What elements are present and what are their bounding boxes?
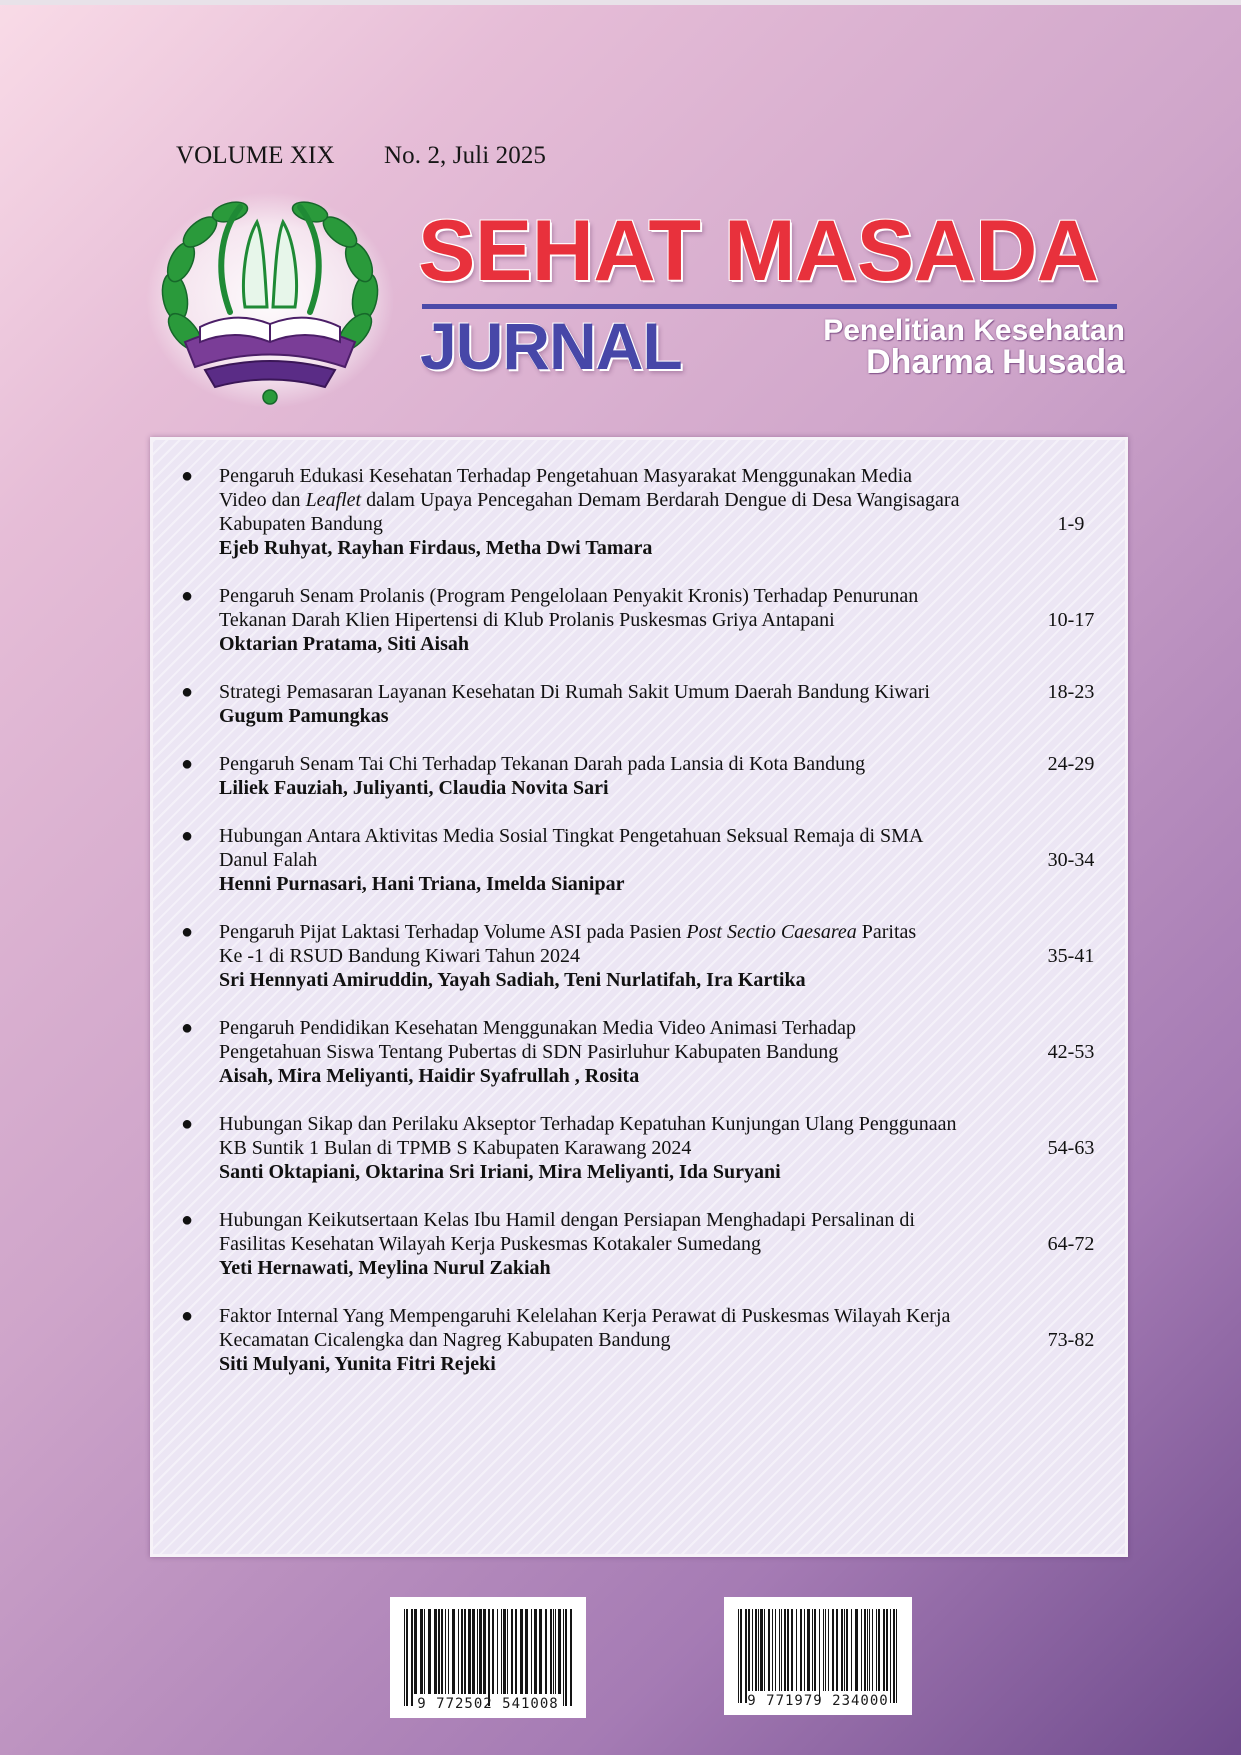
table-of-contents xyxy=(150,437,1128,1557)
barcode-number: 9 772502 541008 xyxy=(417,1696,559,1712)
barcode-number: 9 771979 234000 xyxy=(747,1693,889,1709)
bullet-icon: ● xyxy=(181,1209,194,1231)
toc-entry xyxy=(175,680,1107,728)
article-authors: Henni Purnasari, Hani Triana, Imelda Sianipar xyxy=(219,873,625,895)
article-authors: Liliek Fauziah, Juliyanti, Claudia Novita Sari xyxy=(219,777,609,799)
article-title-line: Kecamatan Cicalengka dan Nagreg Kabupaten Bandung xyxy=(219,1329,671,1351)
page-top-edge xyxy=(0,0,1241,5)
article-title-line: KB Suntik 1 Bulan di TPMB S Kabupaten Karawang 2024 xyxy=(219,1137,692,1159)
toc-entry xyxy=(175,584,1107,656)
toc-entry-text xyxy=(219,680,991,728)
article-title-line: Video dan Leaflet dalam Upaya Pencegahan Demam Berdarah Dengue di Desa Wangisagara xyxy=(219,489,960,511)
article-title-line: Fasilitas Kesehatan Wilayah Kerja Puskesmas Kotakaler Sumedang xyxy=(219,1233,762,1255)
article-authors: Ejeb Ruhyat, Rayhan Firdaus, Metha Dwi Tamara xyxy=(219,537,653,559)
toc-list xyxy=(175,464,1107,1400)
barcode-issn-1 xyxy=(390,1597,586,1718)
article-pages: 35-41 xyxy=(1047,945,1095,967)
article-title-line: Pengetahuan Siswa Tentang Pubertas di SDN Pasirluhur Kabupaten Bandung xyxy=(219,1041,839,1063)
toc-entry-text xyxy=(219,584,991,656)
article-pages: 54-63 xyxy=(1047,1137,1095,1159)
bullet-icon: ● xyxy=(181,1305,194,1327)
issue-info xyxy=(176,142,546,170)
toc-entry-text xyxy=(219,1208,991,1280)
volume-label: VOLUME XIX xyxy=(176,142,335,169)
article-title-line: Kabupaten Bandung xyxy=(219,513,383,535)
subtitle-line-1: Penelitian Kesehatan xyxy=(823,314,1125,347)
article-title-line: Pengaruh Pijat Laktasi Terhadap Volume ASI pada Pasien Post Sectio Caesarea Paritas xyxy=(219,921,917,943)
article-pages: 1-9 xyxy=(1057,513,1085,535)
bullet-icon: ● xyxy=(181,465,194,487)
toc-entry xyxy=(175,1112,1107,1184)
article-pages: 10-17 xyxy=(1047,609,1095,631)
article-authors: Siti Mulyani, Yunita Fitri Rejeki xyxy=(219,1353,496,1375)
toc-entry-text xyxy=(219,1304,991,1376)
toc-entry-text xyxy=(219,464,991,560)
article-pages: 42-53 xyxy=(1047,1041,1095,1063)
toc-entry xyxy=(175,1016,1107,1088)
toc-entry xyxy=(175,752,1107,800)
toc-entry-text xyxy=(219,752,991,800)
article-authors: Santi Oktapiani, Oktarina Sri Iriani, Mira Meliyanti, Ida Suryani xyxy=(219,1161,781,1183)
issue-label: No. 2, Juli 2025 xyxy=(384,142,547,169)
bullet-icon: ● xyxy=(181,825,194,847)
article-title-line: Pengaruh Pendidikan Kesehatan Menggunakan Media Video Animasi Terhadap xyxy=(219,1017,857,1039)
toc-entry xyxy=(175,464,1107,560)
article-pages: 24-29 xyxy=(1047,753,1095,775)
article-title-line: Hubungan Antara Aktivitas Media Sosial Tingkat Pengetahuan Seksual Remaja di SMA xyxy=(219,825,924,847)
article-pages: 18-23 xyxy=(1047,681,1095,703)
bullet-icon: ● xyxy=(181,681,194,703)
journal-title: SEHAT MASADA xyxy=(418,203,1099,299)
article-pages: 30-34 xyxy=(1047,849,1095,871)
bullet-icon: ● xyxy=(181,753,194,775)
toc-entry xyxy=(175,824,1107,896)
article-title-line: Danul Falah xyxy=(219,849,318,871)
article-title-line: Hubungan Keikutsertaan Kelas Ibu Hamil dengan Persiapan Menghadapi Persalinan di xyxy=(219,1209,915,1231)
journal-subtitle xyxy=(740,314,1125,381)
bullet-icon: ● xyxy=(181,585,194,607)
toc-entry-text xyxy=(219,1016,991,1088)
journal-word: JURNAL xyxy=(420,309,682,383)
journal-emblem-logo xyxy=(145,192,395,412)
article-authors: Gugum Pamungkas xyxy=(219,705,389,727)
article-pages: 73-82 xyxy=(1047,1329,1095,1351)
article-title-line: Tekanan Darah Klien Hipertensi di Klub Prolanis Puskesmas Griya Antapani xyxy=(219,609,835,631)
article-title-line: Hubungan Sikap dan Perilaku Akseptor Terhadap Kepatuhan Kunjungan Ulang Penggunaan xyxy=(219,1113,957,1135)
bullet-icon: ● xyxy=(181,1113,194,1135)
toc-entry-text xyxy=(219,824,991,896)
article-title-line: Strategi Pemasaran Layanan Kesehatan Di Rumah Sakit Umum Daerah Bandung Kiwari xyxy=(219,681,930,703)
article-title-line: Pengaruh Senam Tai Chi Terhadap Tekanan Darah pada Lansia di Kota Bandung xyxy=(219,753,866,775)
subtitle-line-2: Dharma Husada xyxy=(866,343,1125,381)
article-title-line: Pengaruh Senam Prolanis (Program Pengelolaan Penyakit Kronis) Terhadap Penurunan xyxy=(219,585,919,607)
article-authors: Yeti Hernawati, Meylina Nurul Zakiah xyxy=(219,1257,551,1279)
article-title-line: Ke -1 di RSUD Bandung Kiwari Tahun 2024 xyxy=(219,945,580,967)
article-pages: 64-72 xyxy=(1047,1233,1095,1255)
toc-entry xyxy=(175,920,1107,992)
toc-entry xyxy=(175,1208,1107,1280)
bullet-icon: ● xyxy=(181,921,194,943)
article-authors: Aisah, Mira Meliyanti, Haidir Syafrullah , Rosita xyxy=(219,1065,640,1087)
toc-entry-text xyxy=(219,1112,991,1184)
barcode-issn-2 xyxy=(724,1597,912,1715)
article-title-line: Pengaruh Edukasi Kesehatan Terhadap Pengetahuan Masyarakat Menggunakan Media xyxy=(219,465,912,487)
toc-entry xyxy=(175,1304,1107,1376)
bullet-icon: ● xyxy=(181,1017,194,1039)
article-authors: Oktarian Pratama, Siti Aisah xyxy=(219,633,470,655)
article-authors: Sri Hennyati Amiruddin, Yayah Sadiah, Teni Nurlatifah, Ira Kartika xyxy=(219,969,806,991)
article-title-line: Faktor Internal Yang Mempengaruhi Kelelahan Kerja Perawat di Puskesmas Wilayah Kerja xyxy=(219,1305,951,1327)
toc-entry-text xyxy=(219,920,991,992)
